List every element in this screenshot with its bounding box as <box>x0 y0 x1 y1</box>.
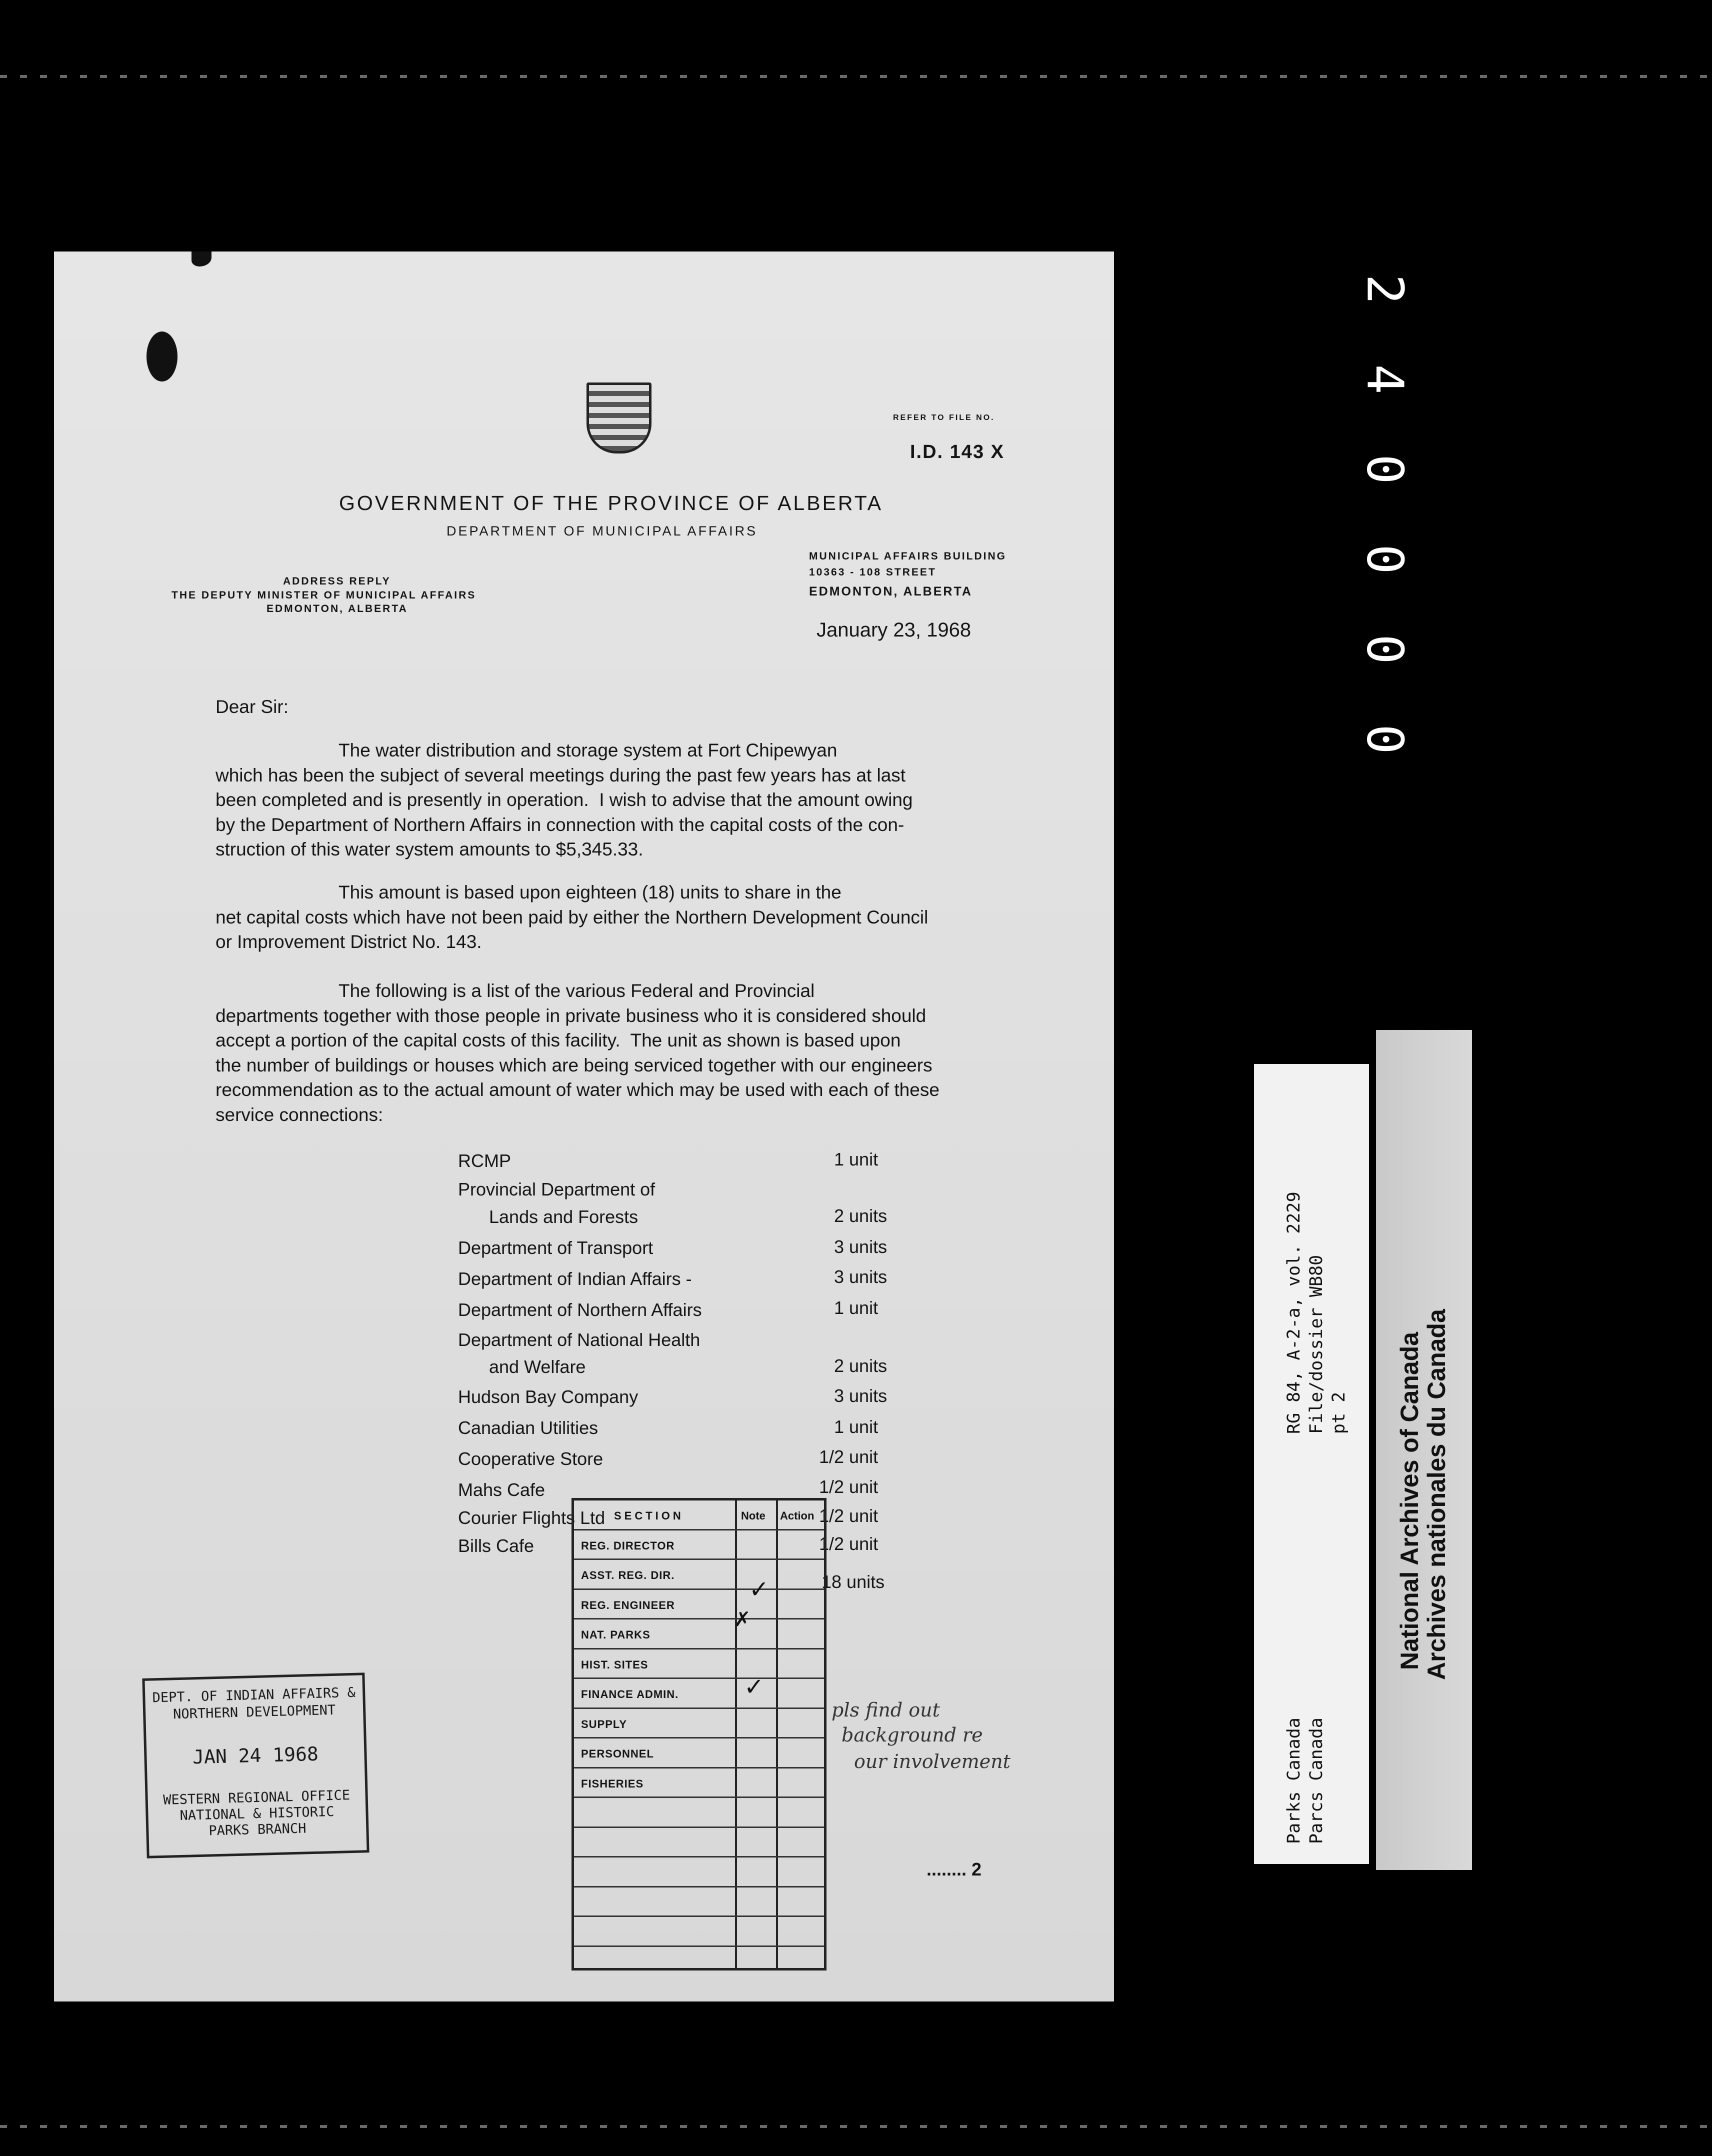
salutation: Dear Sir: <box>216 696 288 717</box>
routing-row <box>574 1560 824 1590</box>
building-line: 10363 - 108 STREET <box>809 566 936 578</box>
building-line: EDMONTON, ALBERTA <box>809 584 972 598</box>
stamp-line: DEPT. OF INDIAN AFFAIRS & <box>152 1684 356 1706</box>
routing-action-header: Action <box>780 1510 814 1522</box>
routing-label: ASST. REG. DIR. <box>581 1569 675 1582</box>
archive-part: pt 2 <box>1329 1392 1349 1434</box>
frame-digit: 2 <box>1356 274 1414 304</box>
letterhead-department: DEPARTMENT OF MUNICIPAL AFFAIRS <box>446 524 758 538</box>
archive-source-en: Parks Canada <box>1284 1718 1304 1844</box>
received-stamp <box>142 1672 369 1858</box>
routing-label: HIST. SITES <box>581 1658 648 1671</box>
nac-name-fr: Archives nationales du Canada <box>1422 1309 1450 1680</box>
archive-source-fr: Parcs Canada <box>1306 1718 1326 1844</box>
list-item-name: Courier Flights Ltd <box>458 1508 606 1528</box>
list-item-name: Department of Transport <box>458 1238 654 1258</box>
routing-label: REG. ENGINEER <box>581 1598 675 1612</box>
routing-row <box>574 1709 824 1739</box>
routing-row <box>574 1917 824 1947</box>
routing-row <box>574 1828 824 1858</box>
list-item-units: 1/2 unit <box>819 1506 878 1526</box>
address-reply-line: EDMONTON, ALBERTA <box>266 603 408 614</box>
list-item-name: RCMP <box>458 1150 511 1171</box>
ink-blot <box>146 332 178 382</box>
routing-label: NAT. PARKS <box>581 1628 650 1641</box>
list-item-units: 3 units <box>834 1236 888 1257</box>
checkmark-icon: ✓ <box>749 1576 770 1604</box>
list-item-units: 2 units <box>834 1206 888 1226</box>
routing-row <box>574 1888 824 1918</box>
list-item-name: and Welfare <box>489 1356 586 1377</box>
archive-ref: RG 84, A-2-a, vol. 2229 <box>1284 1192 1304 1434</box>
list-item-units: 3 units <box>834 1266 888 1287</box>
archive-file: File/dossier WB80 <box>1306 1254 1326 1434</box>
list-item-units: 1 unit <box>834 1149 878 1170</box>
routing-label: PERSONNEL <box>581 1748 654 1760</box>
routing-section-header: SECTION <box>614 1510 684 1522</box>
frame-digit: 0 <box>1356 634 1414 664</box>
stamp-line: NORTHERN DEVELOPMENT <box>172 1702 336 1722</box>
list-item-units: 1 unit <box>834 1298 878 1318</box>
film-edge-bottom <box>0 2125 1712 2128</box>
stamp-line: PARKS BRANCH <box>208 1820 306 1839</box>
list-item-name: Department of Northern Affairs <box>458 1300 702 1320</box>
frame-digit: 0 <box>1356 724 1414 754</box>
routing-stamp <box>572 1498 826 1970</box>
alberta-crest-icon <box>586 382 652 454</box>
routing-header-row <box>574 1500 824 1530</box>
letter-date: January 23, 1968 <box>816 619 972 641</box>
address-reply-line: THE DEPUTY MINISTER OF MUNICIPAL AFFAIRS <box>172 590 476 601</box>
stamp-line: NATIONAL & HISTORIC <box>180 1804 334 1824</box>
routing-label: REG. DIRECTOR <box>581 1539 675 1552</box>
total-units: 18 units <box>822 1572 885 1592</box>
routing-label: FISHERIES <box>581 1777 644 1790</box>
list-item-units: 2 units <box>834 1356 888 1376</box>
routing-row <box>574 1590 824 1620</box>
routing-label: SUPPLY <box>581 1718 628 1730</box>
frame-digit: 0 <box>1356 544 1414 574</box>
initials-mark-icon: ✗ <box>734 1608 751 1631</box>
file-number: I.D. 143 X <box>910 442 1004 462</box>
routing-row <box>574 1620 824 1650</box>
list-item-name: Department of National Health <box>458 1330 700 1350</box>
list-item-name: Department of Indian Affairs - <box>458 1268 692 1289</box>
routing-row <box>574 1798 824 1828</box>
list-item-name: Lands and Forests <box>489 1206 638 1227</box>
letter-page <box>54 252 1114 2002</box>
refer-label: REFER TO FILE NO. <box>893 414 995 422</box>
routing-row <box>574 1858 824 1888</box>
building-line: MUNICIPAL AFFAIRS BUILDING <box>809 550 1006 562</box>
national-archives-label <box>1376 1030 1472 1870</box>
archive-reference-label <box>1254 1064 1369 1864</box>
frame-digit: 0 <box>1356 454 1414 484</box>
checkmark-icon: ✓ <box>744 1673 764 1701</box>
handwritten-note: background re <box>842 1724 983 1746</box>
nac-name-en: National Archives of Canada <box>1396 1332 1424 1670</box>
list-item-name: Hudson Bay Company <box>458 1386 638 1407</box>
routing-note-header: Note <box>741 1510 766 1522</box>
list-item-name: Mahs Cafe <box>458 1480 546 1500</box>
ink-mark <box>192 252 212 266</box>
address-reply-line: ADDRESS REPLY <box>283 576 391 587</box>
routing-row <box>574 1768 824 1798</box>
paragraph-1: The water distribution and storage system at Fort Chipewyan which has been the subject of several meetings during the past few years has at last been completed and is presently in operation. I wish to advise that the amount owing by the Department of Northern Affairs in connection with the capital costs of the con- struction of this water system amounts to $5,345.33. <box>216 740 913 860</box>
routing-row <box>574 1679 824 1709</box>
continued-marker: ........ 2 <box>926 1859 982 1880</box>
letterhead-government: GOVERNMENT OF THE PROVINCE OF ALBERTA <box>339 492 884 514</box>
list-item-units: 1/2 unit <box>819 1476 878 1497</box>
handwritten-note: our involvement <box>854 1750 1010 1772</box>
stamp-date: JAN 24 1968 <box>192 1742 319 1768</box>
routing-row <box>574 1530 824 1560</box>
frame-digit: 4 <box>1356 364 1414 394</box>
list-item-name: Cooperative Store <box>458 1448 604 1469</box>
list-item-units: 1 unit <box>834 1416 878 1437</box>
list-item-units: 1/2 unit <box>819 1534 878 1554</box>
list-item-name: Bills Cafe <box>458 1536 534 1556</box>
routing-label: FINANCE ADMIN. <box>581 1688 679 1700</box>
stamp-line: WESTERN REGIONAL OFFICE <box>162 1788 350 1808</box>
routing-row <box>574 1738 824 1768</box>
list-item-name: Provincial Department of <box>458 1179 656 1200</box>
list-item-units: 3 units <box>834 1386 888 1406</box>
list-item-name: Canadian Utilities <box>458 1418 598 1438</box>
routing-row <box>574 1650 824 1680</box>
paragraph-3: The following is a list of the various Federal and Provincial departments together with those people in private business who it is considered should accept a portion of the capital costs of this facility. The unit as shown is based upon the number of buildings or houses which are being serviced together with our engineers recommendation as to the actual amount of water which may be used with each of these service connections: <box>216 980 940 1125</box>
handwritten-note: pls find out <box>832 1699 940 1721</box>
list-item-units: 1/2 unit <box>819 1446 878 1467</box>
paragraph-2: This amount is based upon eighteen (18) units to share in the net capital costs which have not been paid by either the Northern Development Council or Improvement District No. 143. <box>216 882 928 952</box>
film-edge-top <box>0 75 1712 78</box>
